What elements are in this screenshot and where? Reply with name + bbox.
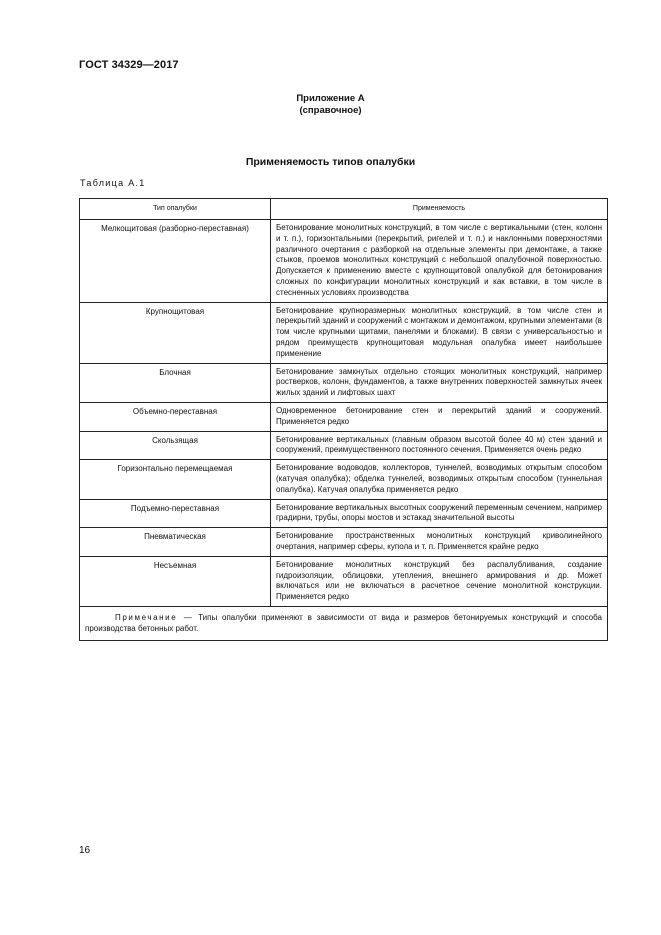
- table-row: [80, 499, 608, 528]
- formwork-type-cell: Горизонтально перемещаемая: [80, 460, 271, 499]
- formwork-type-cell: Несъемная: [80, 556, 271, 606]
- appendix-title: Приложение А: [296, 93, 365, 104]
- column-header-type: Тип опалубки: [80, 199, 271, 220]
- formwork-type-cell: Пневматическая: [80, 528, 271, 557]
- applicability-cell: Бетонирование пространственных монолитных конструкций криволинейного очертания, например сферы, купола и т. п. Применяется крайне редко: [271, 528, 608, 557]
- table-row: [80, 363, 608, 402]
- formwork-type-cell: Подъемно-переставная: [80, 499, 271, 528]
- applicability-cell: Бетонирование крупноразмерных монолитных конструкций, в том числе стен и перекрытий зданий и сооружений с монтажом и демонтажом, крупными элементами (в том числе крупными щитами, панелями и блоками). В связи с универсальностью и рядом преимуществ крупнощитовая модульная опалубка имеет наибольшее применение: [271, 302, 608, 363]
- table-label: Таблица А.1: [80, 178, 146, 188]
- table-row: [80, 402, 608, 431]
- table-note-row: [80, 606, 608, 640]
- appendix-subtitle: (справочное): [299, 105, 362, 116]
- section-title: Применяемость типов опалубки: [245, 156, 416, 168]
- formwork-type-cell: Блочная: [80, 363, 271, 402]
- applicability-cell: Бетонирование монолитных конструкций без распалубливания, создание гидроизоляции, облицовки, утепления, внешнего армирования и др. Может включаться или не включаться в расчетное сечение монолитной конструкции. Применяется редко: [271, 556, 608, 606]
- document-id: ГОСТ 34329—2017: [79, 59, 179, 71]
- formwork-table: [79, 198, 608, 641]
- column-header-applicability: Применяемость: [271, 199, 608, 220]
- applicability-cell: Бетонирование замкнутых отдельно стоящих монолитных конструкций, например ростверков, колонн, фундаментов, а также внутренних поверхностей замкнутых ячеек жилых зданий и лифтовых шахт: [271, 363, 608, 402]
- table-row: [80, 556, 608, 606]
- table-header-row: [80, 199, 608, 220]
- table-row: [80, 460, 608, 499]
- formwork-type-cell: Крупнощитовая: [80, 302, 271, 363]
- applicability-cell: Бетонирование вертикальных высотных сооружений переменным сечением, например градирни, трубы, опоры мостов и эстакад значительной высоты: [271, 499, 608, 528]
- table-row: [80, 431, 608, 460]
- table-note: [80, 606, 608, 640]
- applicability-cell: Бетонирование вертикальных (главным образом высотой более 40 м) стен зданий и сооружений, преимущественного постоянного сечения. Применяется очень редко: [271, 431, 608, 460]
- formwork-type-cell: Мелкощитовая (разборно-переставная): [80, 220, 271, 303]
- note-label: Примечание —: [115, 612, 194, 622]
- table-row: [80, 220, 608, 303]
- appendix-heading: [0, 93, 661, 117]
- table-row: [80, 302, 608, 363]
- applicability-cell: Одновременное бетонирование стен и перекрытий зданий и сооружений. Применяется редко: [271, 402, 608, 431]
- formwork-type-cell: Объемно-переставная: [80, 402, 271, 431]
- applicability-cell: Бетонирование монолитных конструкций, в том числе с вертикальными (стен, колонн и т. п.), горизонтальными (перекрытий, ригелей и т. п.) и наклонными поверхностями различного очертания с разборкой на отдельные элементы при демонтаже, а также стыков, проемов монолитных конструкций с небольшой опалубочной поверхностью. Допускается к применению вместе с крупнощитовой опалубкой для бетонирования сложных по конфигурации монолитных конструкций и как вставки, в том числе в стесненных условиях производства: [271, 220, 608, 303]
- table-row: [80, 528, 608, 557]
- page-number: 16: [79, 845, 91, 856]
- formwork-type-cell: Скользящая: [80, 431, 271, 460]
- note-text: Типы опалубки применяют в зависимости от вида и размеров бетонируемых конструкций и способа производства бетонных работ.: [85, 612, 602, 633]
- applicability-cell: Бетонирование водоводов, коллекторов, туннелей, возводимых открытым способом (катучая опалубка); обделка туннелей, возводимых открытым способом (туннельная опалубка). Катучая опалубка применяется редко: [271, 460, 608, 499]
